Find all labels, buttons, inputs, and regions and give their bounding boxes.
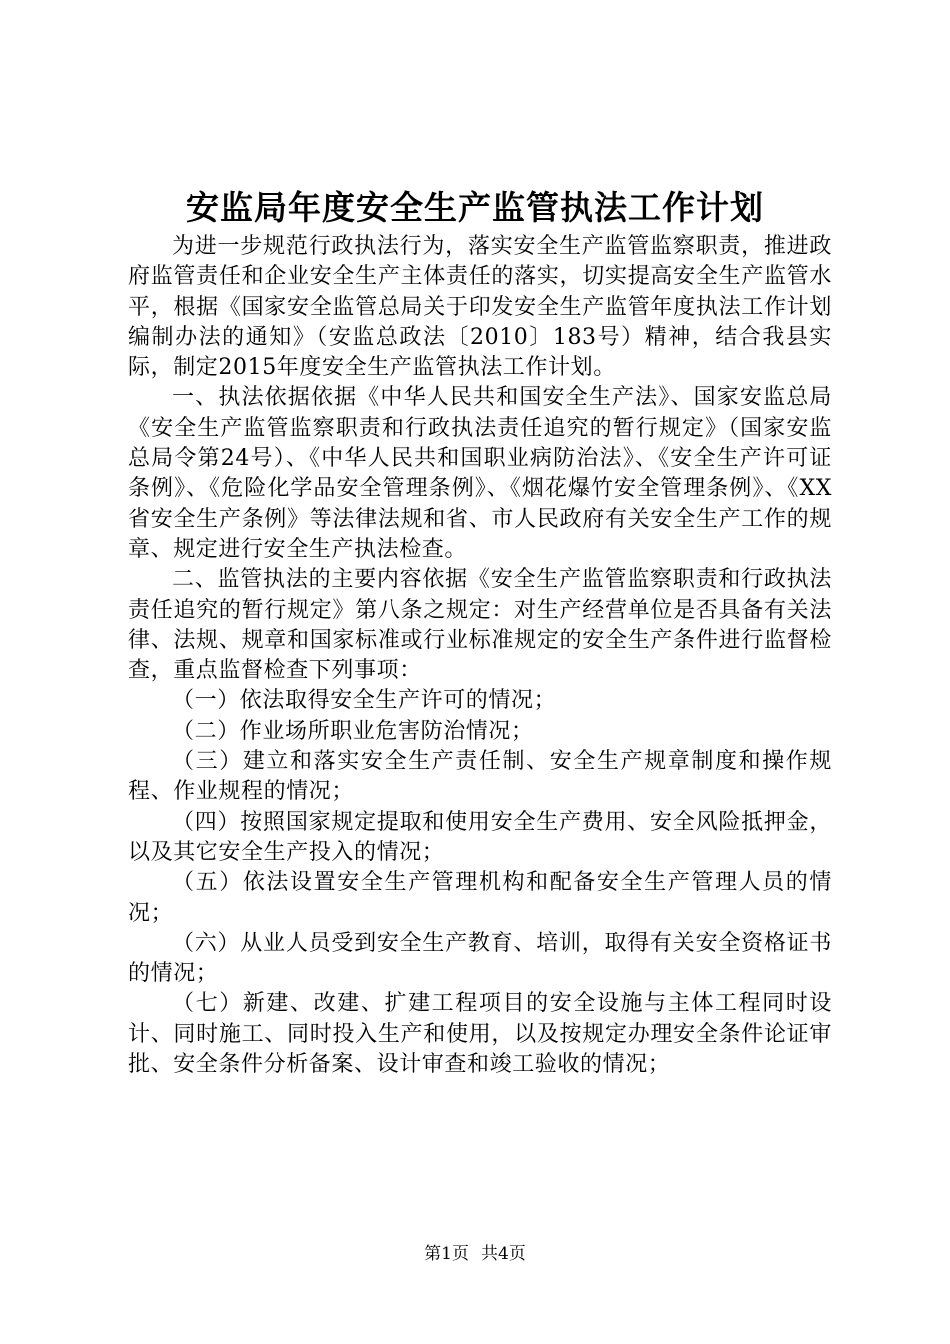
section-main-content: 二、监管执法的主要内容依据《安全生产监管监察职责和行政执法责任追究的暂行规定》第八条之规定：对生产经营单位是否具备有关法律、法规、规章和国家标准或行业标准规定的安全生产条件进行监督检查，重点监督检查下列事项： xyxy=(128,567,832,684)
page-number: 第1页 xyxy=(424,1244,469,1264)
intro-paragraph: 为进一步规范行政执法行为，落实安全生产监管监察职责，推进政府监管责任和企业安全生产主体责任的落实，切实提高安全生产监管水平，根据《国家安全监管总局关于印发安全生产监管年度执法工作计划编制办法的通知》（安监总政法〔2010〕183号）精神，结合我县实际，制定2015年度安全生产监管执法工作计划。 xyxy=(128,234,832,381)
page-footer xyxy=(0,1242,950,1266)
page-total: 共4页 xyxy=(481,1244,526,1264)
document-title: 安监局年度安全生产监管执法工作计划 xyxy=(186,188,764,227)
section-enforcement-basis: 一、执法依据依据《中华人民共和国安全生产法》、国家安监总局《安全生产监管监察职责和行政执法责任追究的暂行规定》（国家安监总局令第24号）、《中华人民共和国职业病防治法》、《安全生产许可证条例》、《危险化学品安全管理条例》、《烟花爆竹安全管理条例》、《XX省安全生产条例》等法律法规和省、市人民政府有关安全生产工作的规章、规定进行安全生产执法检查。 xyxy=(128,385,832,562)
list-item-6: （六）从业人员受到安全生产教育、培训，取得有关安全资格证书的情况； xyxy=(128,930,832,987)
list-item-5: （五）依法设置安全生产管理机构和配备安全生产管理人员的情况； xyxy=(128,870,832,926)
list-item-1: （一）依法取得安全生产许可的情况； xyxy=(172,688,557,714)
list-item-2: （二）作业场所职业危害防治情况； xyxy=(172,718,534,744)
list-item-3: （三）建立和落实安全生产责任制、安全生产规章制度和操作规程、作业规程的情况； xyxy=(128,749,832,805)
document-body xyxy=(128,232,832,1080)
list-item-4: （四）按照国家规定提取和使用安全生产费用、安全风险抵押金，以及其它安全生产投入的情况； xyxy=(128,809,832,865)
list-item-7: （七）新建、改建、扩建工程项目的安全设施与主体工程同时设计、同时施工、同时投入生产和使用，以及按规定办理安全条件论证审批、安全条件分析备案、设计审查和竣工验收的情况； xyxy=(128,991,832,1078)
